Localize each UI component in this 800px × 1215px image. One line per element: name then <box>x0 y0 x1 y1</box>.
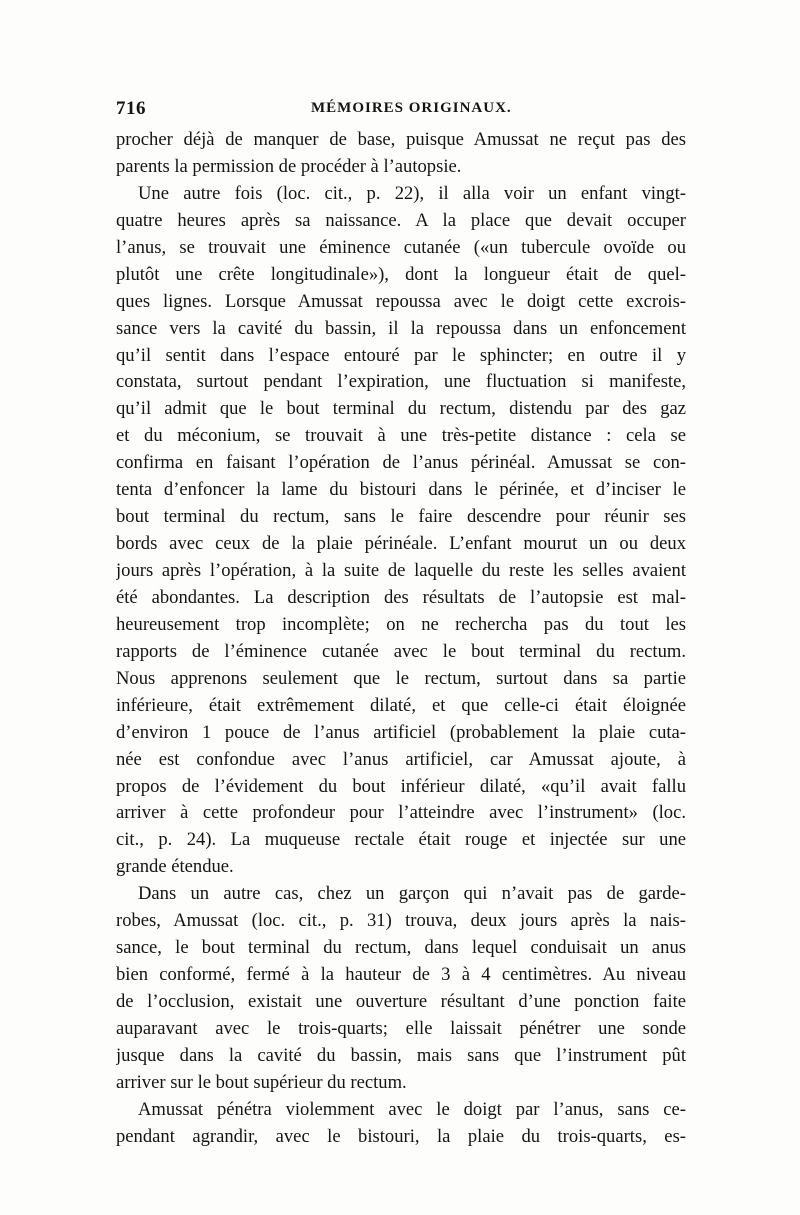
text-line: d’environ 1 pouce de l’anus artificiel (probablement la plaie cuta- <box>116 721 686 743</box>
text-line: constata, surtout pendant l’expiration, une fluctuation si manifeste, <box>116 371 686 393</box>
text-line: robes, Amussat (loc. cit., p. 31) trouva, deux jours après la nais- <box>116 910 686 932</box>
text-line: jusque dans la cavité du bassin, mais sans que l’instrument pût <box>116 1044 686 1066</box>
text-line: née est confondue avec l’anus artificiel, car Amussat ajoute, à <box>116 748 686 770</box>
text-line: cit., p. 24). La muqueuse rectale était rouge et injectée sur une <box>116 829 686 851</box>
text-line: arriver sur le bout supérieur du rectum. <box>116 1071 407 1093</box>
text-line: bout terminal du rectum, sans le faire descendre pour réunir ses <box>116 506 686 528</box>
page-header <box>116 98 686 128</box>
text-line: parents la permission de procéder à l’autopsie. <box>116 155 462 177</box>
text-line: confirma en faisant l’opération de l’anus périnéal. Amussat se con- <box>116 452 686 474</box>
text-line: propos de l’évidement du bout inférieur dilaté, «qu’il avait fallu <box>116 775 686 797</box>
text-line: auparavant avec le trois-quarts; elle laissait pénétrer une sonde <box>116 1017 686 1039</box>
text-line: l’anus, se trouvait une éminence cutanée («un tubercule ovoïde ou <box>116 236 686 258</box>
text-line: arriver à cette profondeur pour l’atteindre avec l’instrument» (loc. <box>116 802 686 824</box>
text-line: jours après l’opération, à la suite de laquelle du reste les selles avaient <box>116 560 686 581</box>
text-line: ques lignes. Lorsque Amussat repoussa avec le doigt cette excrois- <box>116 290 686 312</box>
page-number: 716 <box>116 98 146 119</box>
text-line: qu’il sentit dans l’espace entouré par le sphincter; en outre il y <box>116 344 686 366</box>
text-line: rapports de l’éminence cutanée avec le bout terminal du rectum. <box>116 640 686 662</box>
text-line: été abondantes. La description des résultats de l’autopsie est mal- <box>116 586 686 608</box>
text-line: sance vers la cavité du bassin, il la repoussa dans un enfoncement <box>116 317 686 339</box>
text-line: Dans un autre cas, chez un garçon qui n’avait pas de garde- <box>138 883 686 905</box>
text-line: quatre heures après sa naissance. A la place que devait occuper <box>116 209 686 231</box>
text-line: qu’il admit que le bout terminal du rectum, distendu par des gaz <box>116 398 686 420</box>
text-line: grande étendue. <box>116 856 234 878</box>
text-line: Une autre fois (loc. cit., p. 22), il alla voir un enfant vingt- <box>138 182 686 204</box>
text-line: pendant agrandir, avec le bistouri, la plaie du trois-quarts, es- <box>116 1125 686 1147</box>
text-line: tenta d’enfoncer la lame du bistouri dans le périnée, et d’inciser le <box>116 479 686 501</box>
text-line: sance, le bout terminal du rectum, dans lequel conduisait un anus <box>116 937 686 959</box>
text-line: plutôt une crête longitudinale»), dont la longueur était de quel- <box>116 263 686 285</box>
text-line: procher déjà de manquer de base, puisque Amussat ne reçut pas des <box>116 129 686 150</box>
text-line: et du méconium, se trouvait à une très-petite distance : cela se <box>116 425 686 447</box>
text-line: bien conformé, fermé à la hauteur de 3 à 4 centimètres. Au niveau <box>116 964 686 986</box>
text-line: Nous apprenons seulement que le rectum, surtout dans sa partie <box>116 667 686 689</box>
body-text <box>116 127 686 1151</box>
text-line: de l’occlusion, existait une ouverture résultant d’une ponction faite <box>116 991 686 1012</box>
text-line: inférieure, était extrêmement dilaté, et que celle-ci était éloignée <box>116 694 686 716</box>
text-line: heureusement trop incomplète; on ne rechercha pas du tout les <box>116 613 686 635</box>
running-head: MÉMOIRES ORIGINAUX. <box>311 100 512 116</box>
text-line: bords avec ceux de la plaie périnéale. L’enfant mourut un ou deux <box>116 533 686 555</box>
text-line: Amussat pénétra violemment avec le doigt par l’anus, sans ce- <box>138 1098 686 1120</box>
